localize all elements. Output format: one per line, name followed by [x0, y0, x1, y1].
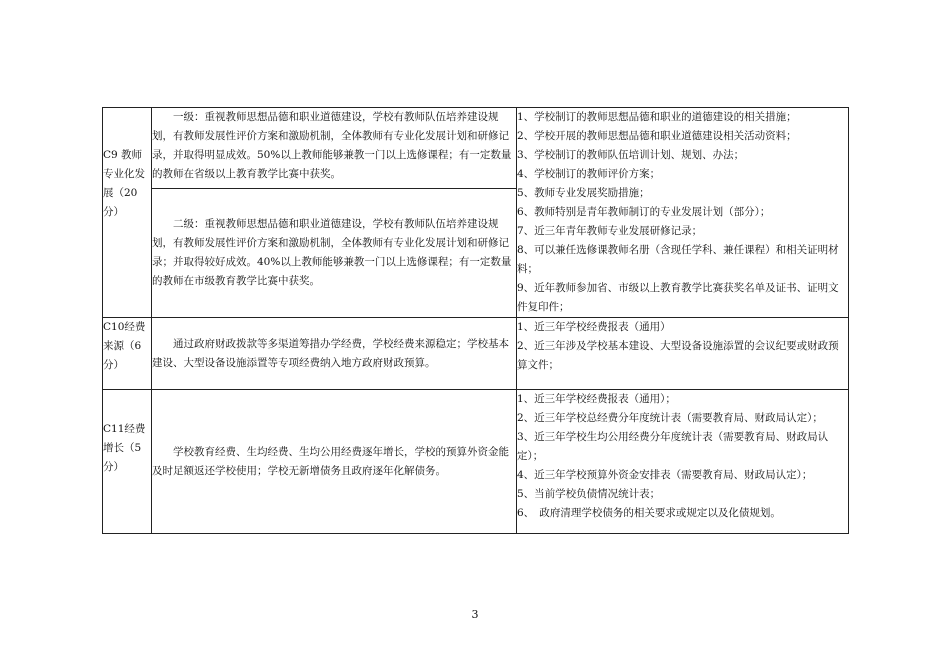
evidence-item: 4、学校制订的教师评价方案； — [517, 168, 661, 180]
criteria-cell-c11: 学校教育经费、生均经费、生均公用经费逐年增长，学校的预算外资金能及时足额返还学校使用；学校无新增债务且政府逐年化解债务。 — [152, 390, 517, 534]
criteria-cell-c9-level2: 二级：重视教师思想品德和职业道德建设，学校有教师队伍培养建设规划，有教师发展性评价方案和激励机制，全体教师有专业化发展计划和研修记录；并取得较好成效。40%以上教师能够兼教一门以上选修课程；有一定数量的教师在市级教育教学比赛中获奖。 — [152, 188, 517, 317]
table-row-c10 — [103, 318, 849, 390]
category-cell-c11: C11经费增长（5分） — [103, 390, 152, 534]
evidence-item: 2、近三年涉及学校基本建设、大型设备设施添置的会议纪要或财政预算文件； — [517, 340, 839, 371]
evidence-item: 3、近三年学校生均公用经费分年度统计表（需要教育局、财政局认定）； — [517, 431, 829, 462]
evidence-item: 2、学校开展的教师思想品德和职业道德建设相关活动资料； — [517, 130, 797, 142]
category-cell-c10: C10经费来源（6分） — [103, 318, 152, 390]
criteria-cell-c9-level1: 一级：重视教师思想品德和职业道德建设，学校有教师队伍培养建设规划，有教师发展性评价方案和激励机制，全体教师有专业化发展计划和研修记录，并取得明显成效。50%以上教师能够兼教一门以上选修课程；有一定数量的教师在省级以上教育教学比赛中获奖。 — [152, 108, 517, 189]
evidence-cell-c10 — [517, 318, 849, 390]
evidence-item: 6、教师特别是青年教师制订的专业发展计划（部分）； — [517, 206, 771, 218]
evidence-cell-c11 — [517, 390, 849, 534]
evidence-item: 4、近三年学校预算外资金安排表（需要教育局、财政局认定）； — [517, 469, 813, 481]
evidence-item: 5、当前学校负债情况统计表； — [517, 488, 661, 500]
evidence-item: 7、近三年青年教师专业发展研修记录； — [517, 225, 703, 237]
table-row-c11 — [103, 390, 849, 534]
evidence-item: 8、可以兼任选修课教师名册（含现任学科、兼任课程）和相关证明材料； — [517, 244, 839, 275]
evaluation-table — [102, 107, 849, 534]
evidence-cell-c9 — [517, 108, 849, 318]
category-cell-c9: C9 教师专业化发展（20分） — [103, 108, 152, 318]
page-number: 3 — [471, 608, 479, 621]
evidence-item: 3、学校制订的教师队伍培训计划、规划、办法； — [517, 149, 745, 161]
evidence-item: 5、教师专业发展奖励措施； — [517, 187, 650, 199]
evidence-item: 1、学校制订的教师思想品德和职业的道德建设的相关措施； — [517, 111, 797, 123]
evidence-item: 9、近年教师参加省、市级以上教育教学比赛获奖名单及证书、证明文件复印件； — [517, 282, 839, 313]
table-row-c9-a — [103, 108, 849, 189]
evidence-item: 6、 政府清理学校债务的相关要求或规定以及化债规划。 — [517, 507, 781, 519]
evidence-item: 2、近三年学校总经费分年度统计表（需要教育局、财政局认定）； — [517, 412, 823, 424]
evidence-item: 1、近三年学校经费报表（通用）； — [517, 393, 676, 405]
criteria-cell-c10: 通过政府财政拨款等多渠道筹措办学经费，学校经费来源稳定；学校基本建设、大型设备设施添置等专项经费纳入地方政府财政预算。 — [152, 318, 517, 390]
evidence-item: 1、近三年学校经费报表（通用） — [517, 321, 671, 333]
